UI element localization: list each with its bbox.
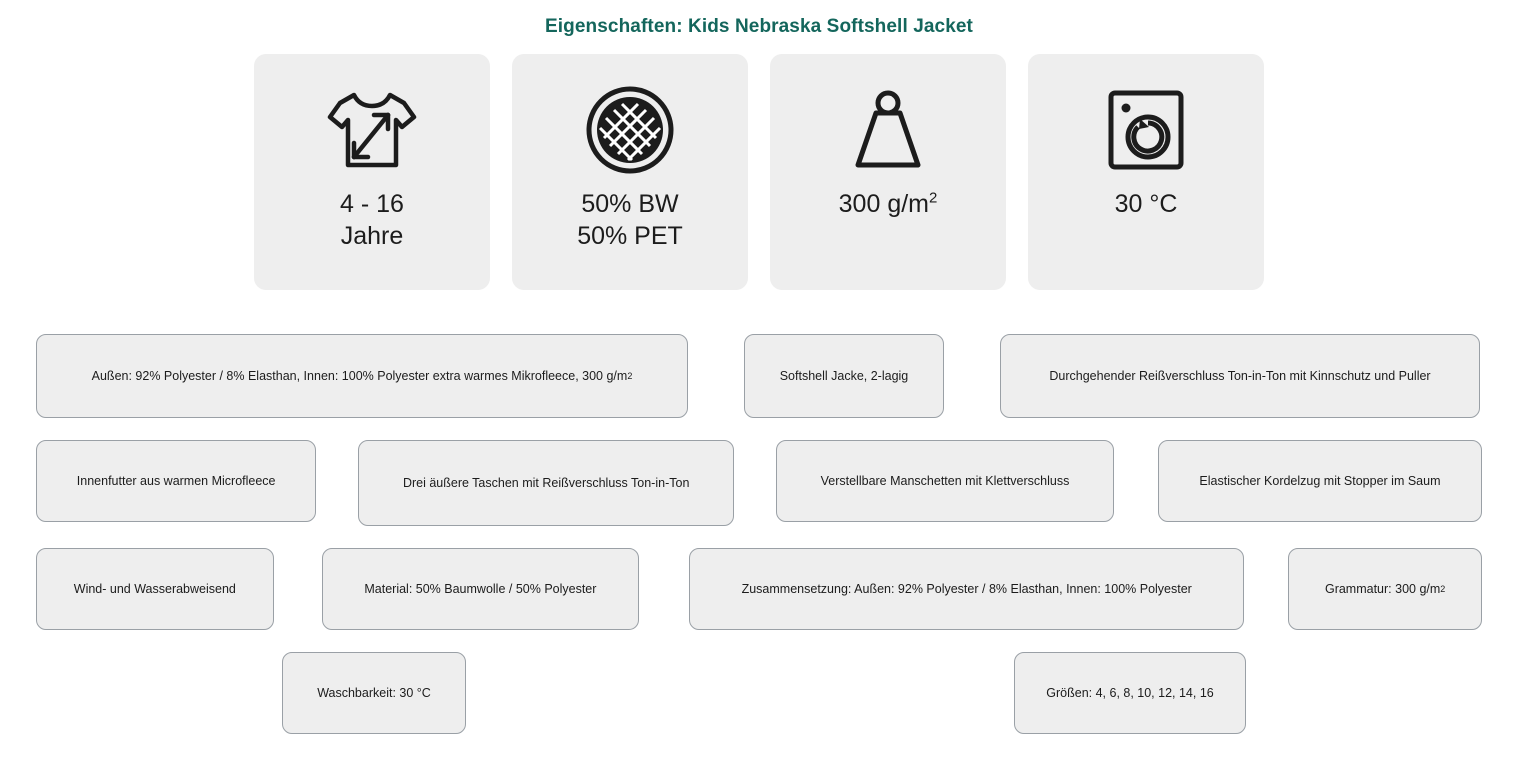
feature-chip-label: Außen: 92% Polyester / 8% Elasthan, Innen: 100% Polyester extra warmes Mikrofleece, 300 g/m bbox=[91, 369, 628, 383]
icon-card-size-line2: Jahre bbox=[340, 222, 404, 250]
washing-machine-icon bbox=[1106, 84, 1186, 176]
feature-row-4 bbox=[282, 652, 1482, 734]
icon-card-weight bbox=[770, 54, 1006, 290]
feature-chip-sup: 2 bbox=[627, 371, 633, 381]
feature-row-3 bbox=[36, 548, 1482, 630]
icon-card-size-line1: 4 - 16 bbox=[340, 190, 404, 218]
feature-chip: Durchgehender Reißverschluss Ton-in-Ton mit Kinnschutz und Puller bbox=[1000, 334, 1480, 418]
weight-icon bbox=[846, 84, 930, 176]
icon-card-material-line1: 50% BW bbox=[581, 190, 679, 218]
feature-row-1 bbox=[36, 334, 1482, 418]
feature-chip-sup: 2 bbox=[1440, 584, 1446, 594]
icon-card-wash-line1: 30 °C bbox=[1114, 190, 1178, 218]
icon-card-wash bbox=[1028, 54, 1264, 290]
icon-card-material bbox=[512, 54, 748, 290]
fabric-weave-icon bbox=[586, 84, 674, 176]
feature-chip: Verstellbare Manschetten mit Klettverschluss bbox=[776, 440, 1114, 522]
feature-chip: Wind- und Wasserabweisend bbox=[36, 548, 274, 630]
page-title: Eigenschaften: Kids Nebraska Softshell Jacket bbox=[545, 16, 973, 37]
feature-chip: Drei äußere Taschen mit Reißverschluss Ton-in-Ton bbox=[358, 440, 734, 526]
feature-chip-label: Grammatur: 300 g/m bbox=[1324, 582, 1441, 596]
icon-card-wash-caption bbox=[1115, 188, 1178, 220]
feature-chip: Größen: 4, 6, 8, 10, 12, 14, 16 bbox=[1014, 652, 1246, 734]
feature-chip-list bbox=[0, 334, 1518, 734]
icon-card-row bbox=[0, 54, 1518, 290]
feature-chip bbox=[1288, 548, 1482, 630]
icon-card-weight-value: 300 g/m bbox=[838, 190, 929, 218]
icon-card-material-line2: 50% PET bbox=[577, 222, 683, 250]
feature-chip: Waschbarkeit: 30 °C bbox=[282, 652, 466, 734]
tshirt-size-icon bbox=[324, 84, 420, 176]
icon-card-material-caption bbox=[577, 188, 683, 252]
icon-card-weight-sup: 2 bbox=[929, 189, 938, 207]
feature-chip: Material: 50% Baumwolle / 50% Polyester bbox=[322, 548, 640, 630]
feature-chip: Elastischer Kordelzug mit Stopper im Saum bbox=[1158, 440, 1482, 522]
icon-card-weight-caption bbox=[839, 188, 938, 220]
feature-chip: Innenfutter aus warmen Microfleece bbox=[36, 440, 316, 522]
icon-card-weight-line1 bbox=[839, 188, 938, 220]
icon-card-size bbox=[254, 54, 490, 290]
feature-row-2 bbox=[36, 440, 1482, 526]
icon-card-size-caption bbox=[340, 188, 404, 252]
feature-chip: Softshell Jacke, 2-lagig bbox=[744, 334, 944, 418]
feature-chip: Zusammensetzung: Außen: 92% Polyester / 8% Elasthan, Innen: 100% Polyester bbox=[689, 548, 1244, 630]
feature-chip bbox=[36, 334, 688, 418]
